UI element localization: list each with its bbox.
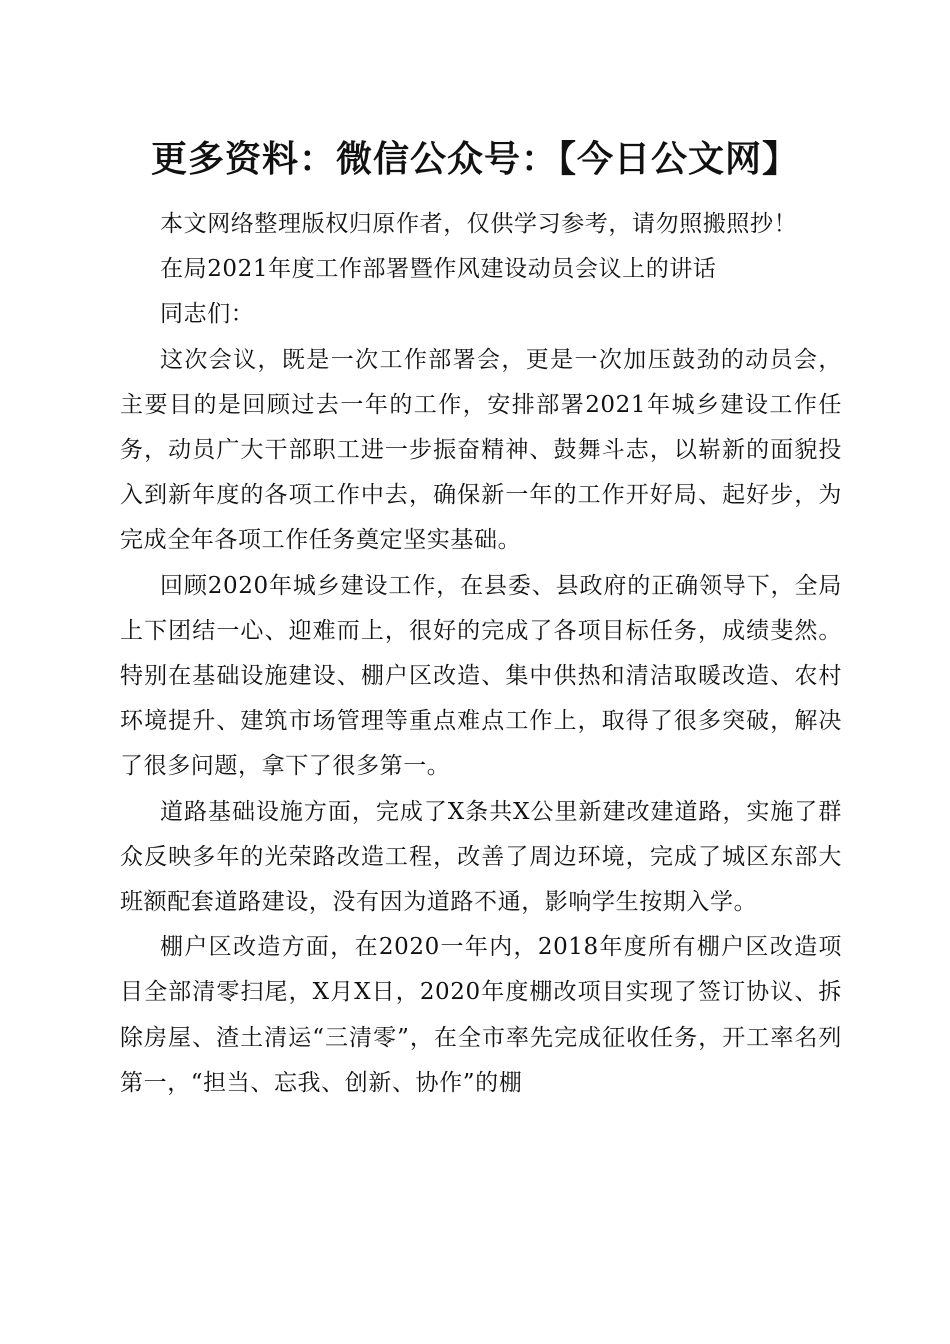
salutation: 同志们： — [160, 301, 255, 328]
speech-title: 在局2021年度工作部署暨作风建设动员会议上的讲话 — [160, 256, 717, 283]
paragraph: 这次会议，既是一次工作部署会，更是一次加压鼓劲的动员会，主要目的是回顾过去一年的工作，安排部署2021年城乡建设工作任务，动员广大干部职工进一步振奋精神、鼓舞斗志，以崭新的面貌投入到新年度的各项工作中去，确保新一年的工作开好局、起好步，为完成全年各项工作任务奠定坚实基础。 — [120, 346, 842, 554]
paragraph: 棚户区改造方面，在2020一年内，2018年度所有棚户区改造项目全部清零扫尾，X月X日，2020年度棚改项目实现了签订协议、拆除房屋、渣土清运“三清零”，在全市率先完成征收任务，开工率名列第一，“担当、忘我、创新、协作”的棚 — [120, 934, 842, 1096]
document-body — [120, 202, 842, 1106]
paragraph: 道路基础设施方面，完成了X条共X公里新建改建道路，实施了群众反映多年的光荣路改造工程，改善了周边环境，完成了城区东部大班额配套道路建设，没有因为道路不通，影响学生按期入学。 — [120, 798, 842, 916]
copyright-notice: 本文网络整理版权归原作者，仅供学习参考，请勿照搬照抄！ — [160, 211, 798, 237]
document-title: 更多资料：微信公众号：【今日公文网】 — [150, 139, 799, 180]
paragraph: 回顾2020年城乡建设工作，在县委、县政府的正确领导下，全局上下团结一心、迎难而上，很好的完成了各项目标任务，成绩斐然。特别在基础设施建设、棚户区改造、集中供热和清洁取暖改造、农村环境提升、建筑市场管理等重点难点工作上，取得了很多突破，解决了很多问题，拿下了很多第一。 — [120, 572, 842, 780]
